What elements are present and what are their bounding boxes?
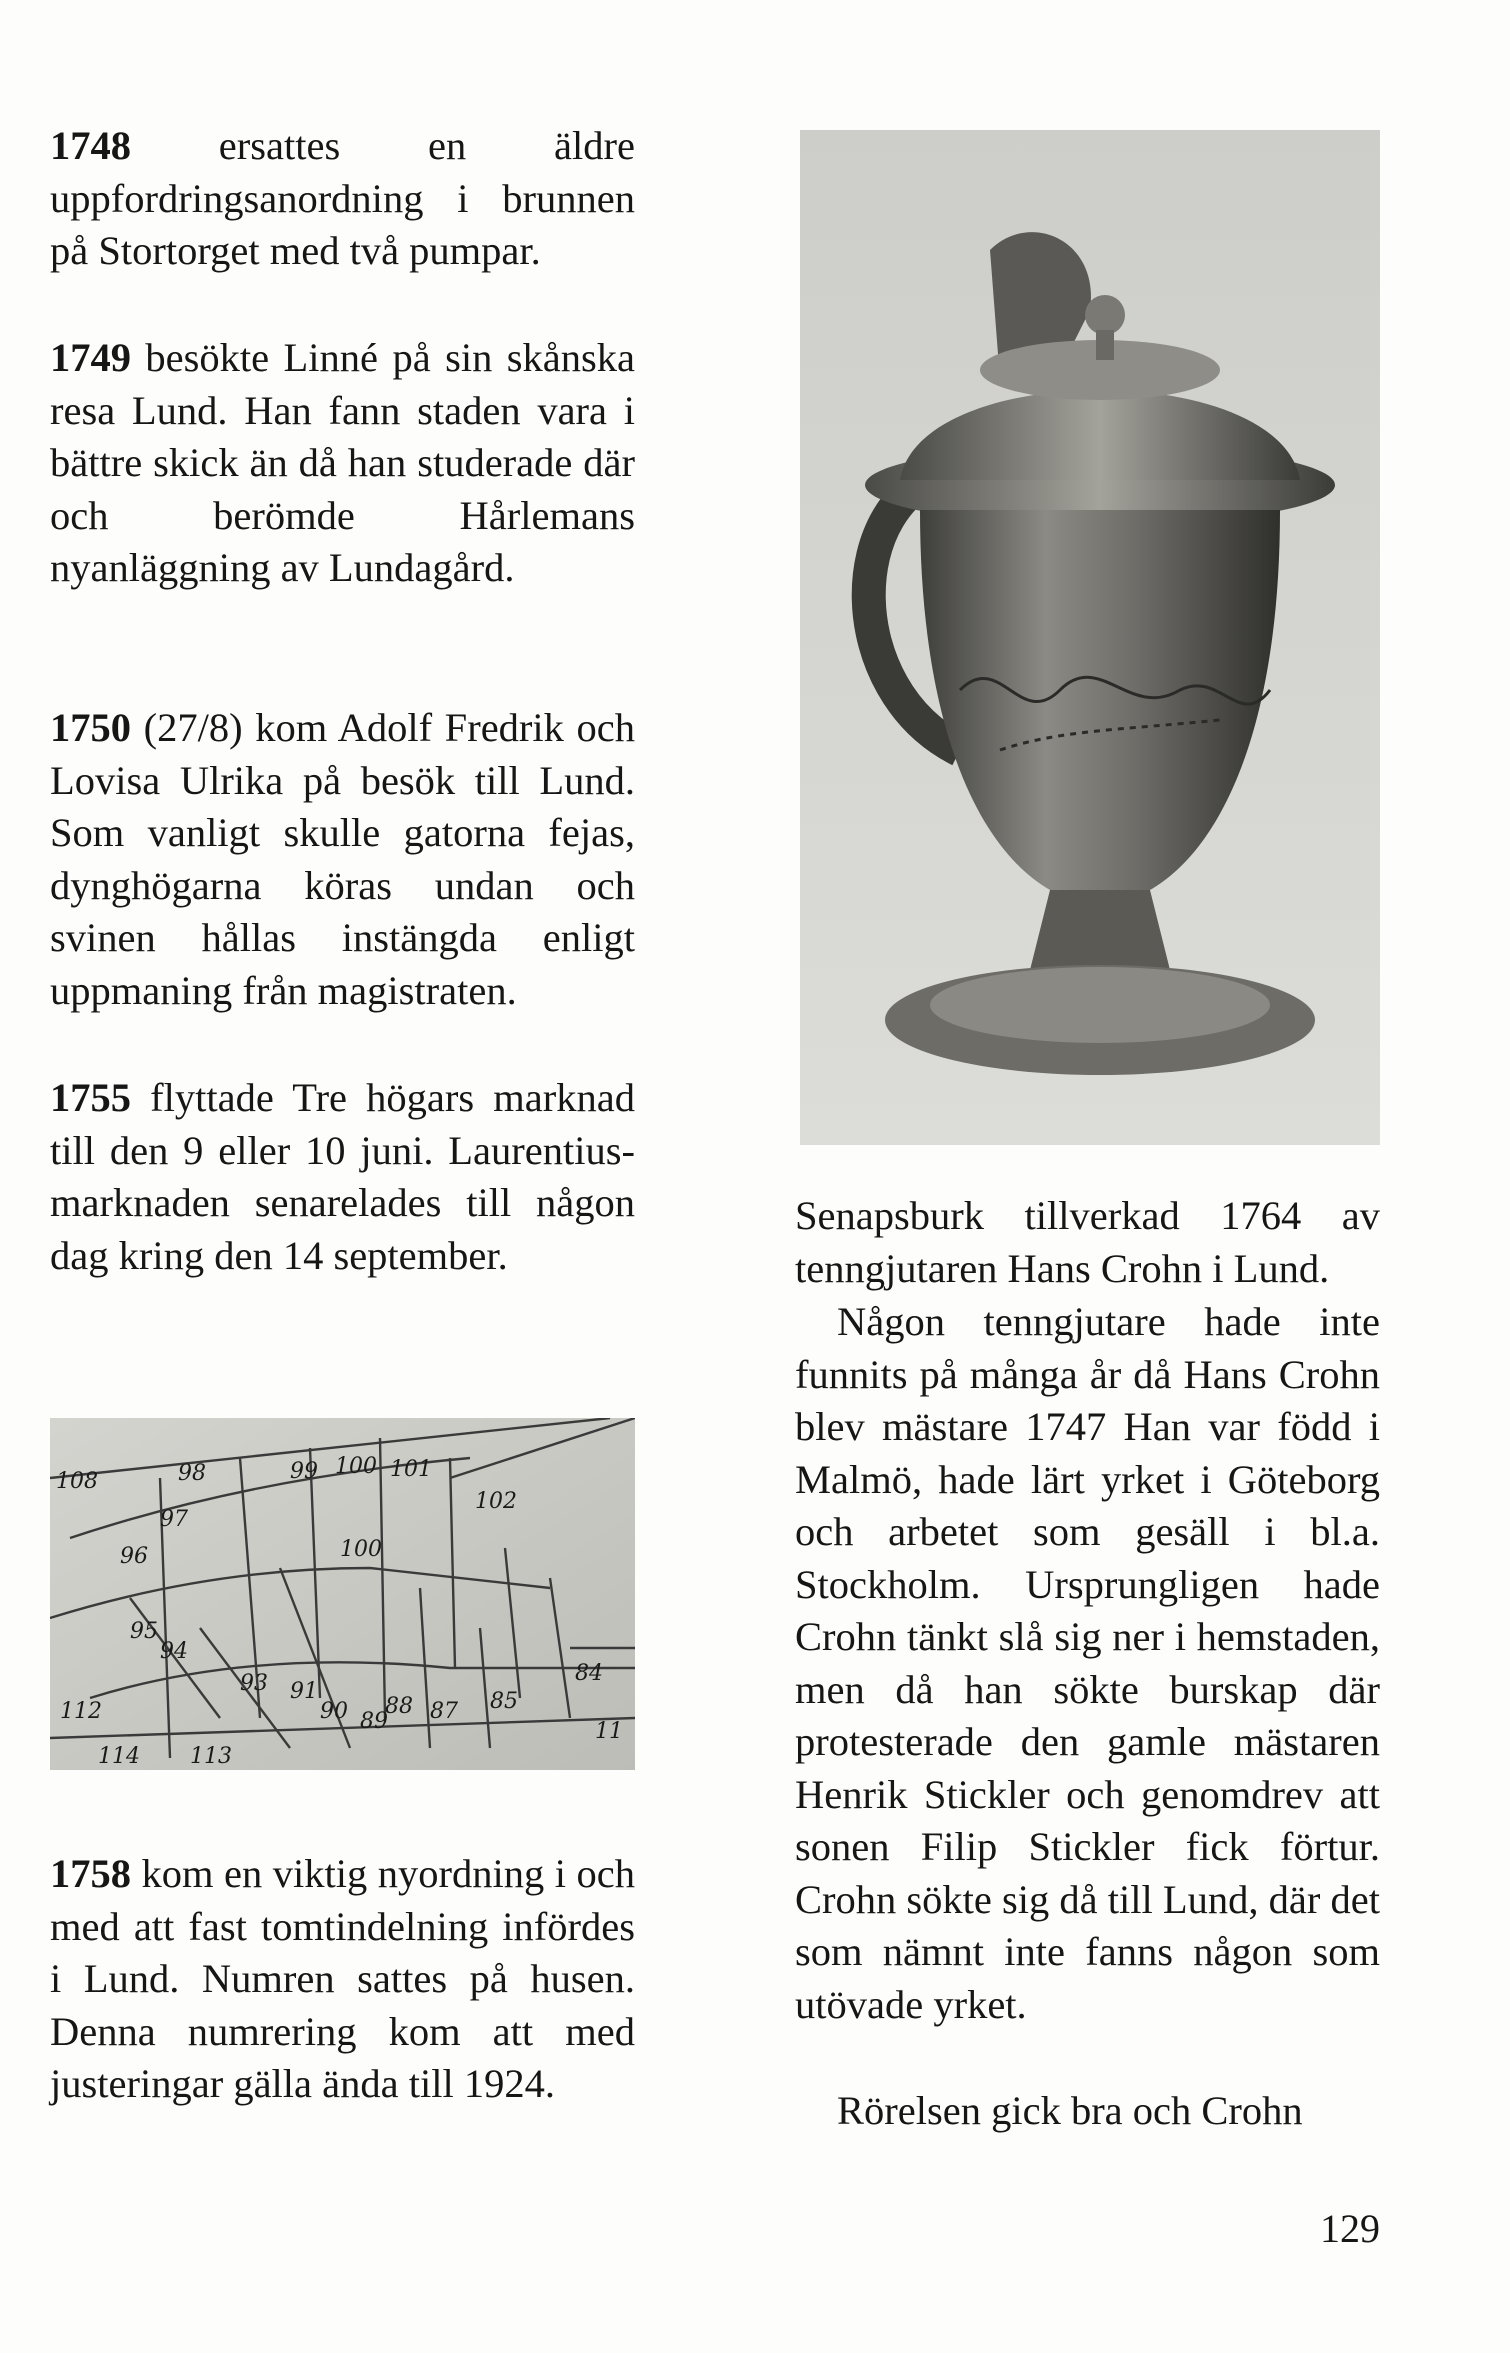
entry-year: 1748 xyxy=(50,123,131,168)
map-label: 113 xyxy=(190,1744,232,1769)
mustard-pot-photo xyxy=(800,130,1380,1145)
chronicle-entry-1758 xyxy=(50,1848,635,2111)
map-drawing xyxy=(50,1418,635,1770)
map-label: 99 xyxy=(290,1459,318,1484)
entry-text: besökte Linné på sin skånska resa Lund. Han fann staden vara i bättre skick än då han studerade där och berömde Hårlemans nyanläggning av Lundagård. xyxy=(50,335,635,590)
map-label: 94 xyxy=(160,1639,188,1664)
entry-year: 1749 xyxy=(50,335,131,380)
map-label: 89 xyxy=(360,1709,388,1734)
photo-caption: Senapsburk tillverkad 1764 av tenngjutaren Hans Crohn i Lund. xyxy=(795,1193,1380,1291)
entry-year: 1750 xyxy=(50,705,131,750)
map-label: 100 xyxy=(335,1454,377,1479)
map-fragment-image xyxy=(50,1418,635,1770)
tankard-illustration xyxy=(800,130,1380,1145)
map-label: 100 xyxy=(340,1537,382,1562)
chronicle-entry-1750 xyxy=(50,702,635,1017)
entry-year: 1758 xyxy=(50,1851,131,1896)
chronicle-entry-1749 xyxy=(50,332,635,595)
map-label: 97 xyxy=(160,1507,188,1532)
map-label: 108 xyxy=(56,1469,98,1494)
map-label: 96 xyxy=(120,1544,148,1569)
map-label: 112 xyxy=(60,1699,102,1724)
map-label: 101 xyxy=(390,1457,432,1482)
entry-text: flyttade Tre högars marknad till den 9 eller 10 juni. Laurentius-marknaden senarelades till någon dag kring den 14 september. xyxy=(50,1075,635,1278)
entry-text: (27/8) kom Adolf Fredrik och Lovisa Ulrika på besök till Lund. Som vanligt skulle gatorna fejas, dynghögarna köras undan och svinen hållas instängda enligt uppmaning från magistraten. xyxy=(50,705,635,1013)
map-label: 84 xyxy=(575,1661,603,1686)
map-label: 95 xyxy=(130,1619,158,1644)
map-label: 114 xyxy=(98,1744,140,1769)
map-label: 90 xyxy=(320,1699,348,1724)
map-label: 91 xyxy=(290,1679,318,1704)
entry-year: 1755 xyxy=(50,1075,131,1120)
map-label: 88 xyxy=(385,1694,413,1719)
map-label: 11 xyxy=(595,1719,623,1744)
chronicle-entry-1755 xyxy=(50,1072,635,1282)
map-label: 98 xyxy=(178,1461,206,1486)
body-paragraph: Någon tenngjutare hade inte funnits på många år då Hans Crohn blev mästare 1747 Han var född i Malmö, hade lärt yrket i Göteborg och arbetet som gesäll i bl.a. Stockholm. Ursprungligen hade Crohn tänkt slå sig ner i hemstaden, men då han sökte burskap där protesterade den gamle mästaren Henrik Stickler och genomdrev att sonen Filip Stickler fick förtur. Crohn sökte sig då till Lund, där det som nämnt inte fanns någon som utövade yrket. xyxy=(795,1299,1380,2027)
map-label: 93 xyxy=(240,1671,268,1696)
entry-text: ersattes en äldre uppfordringsanordning i brunnen på Stortorget med två pumpar. xyxy=(50,123,635,273)
entry-text: kom en viktig nyordning i och med att fast tomtindelning infördes i Lund. Numren sattes på husen. Denna numrering kom att med justeringar gälla ända till 1924. xyxy=(50,1851,635,2106)
body-paragraph: Rörelsen gick bra och Crohn xyxy=(837,2088,1303,2133)
page-number: 129 xyxy=(1320,2206,1380,2251)
map-label: 87 xyxy=(430,1699,458,1724)
map-label: 102 xyxy=(475,1489,517,1514)
chronicle-entry-1748 xyxy=(50,120,635,278)
map-label: 85 xyxy=(490,1689,518,1714)
